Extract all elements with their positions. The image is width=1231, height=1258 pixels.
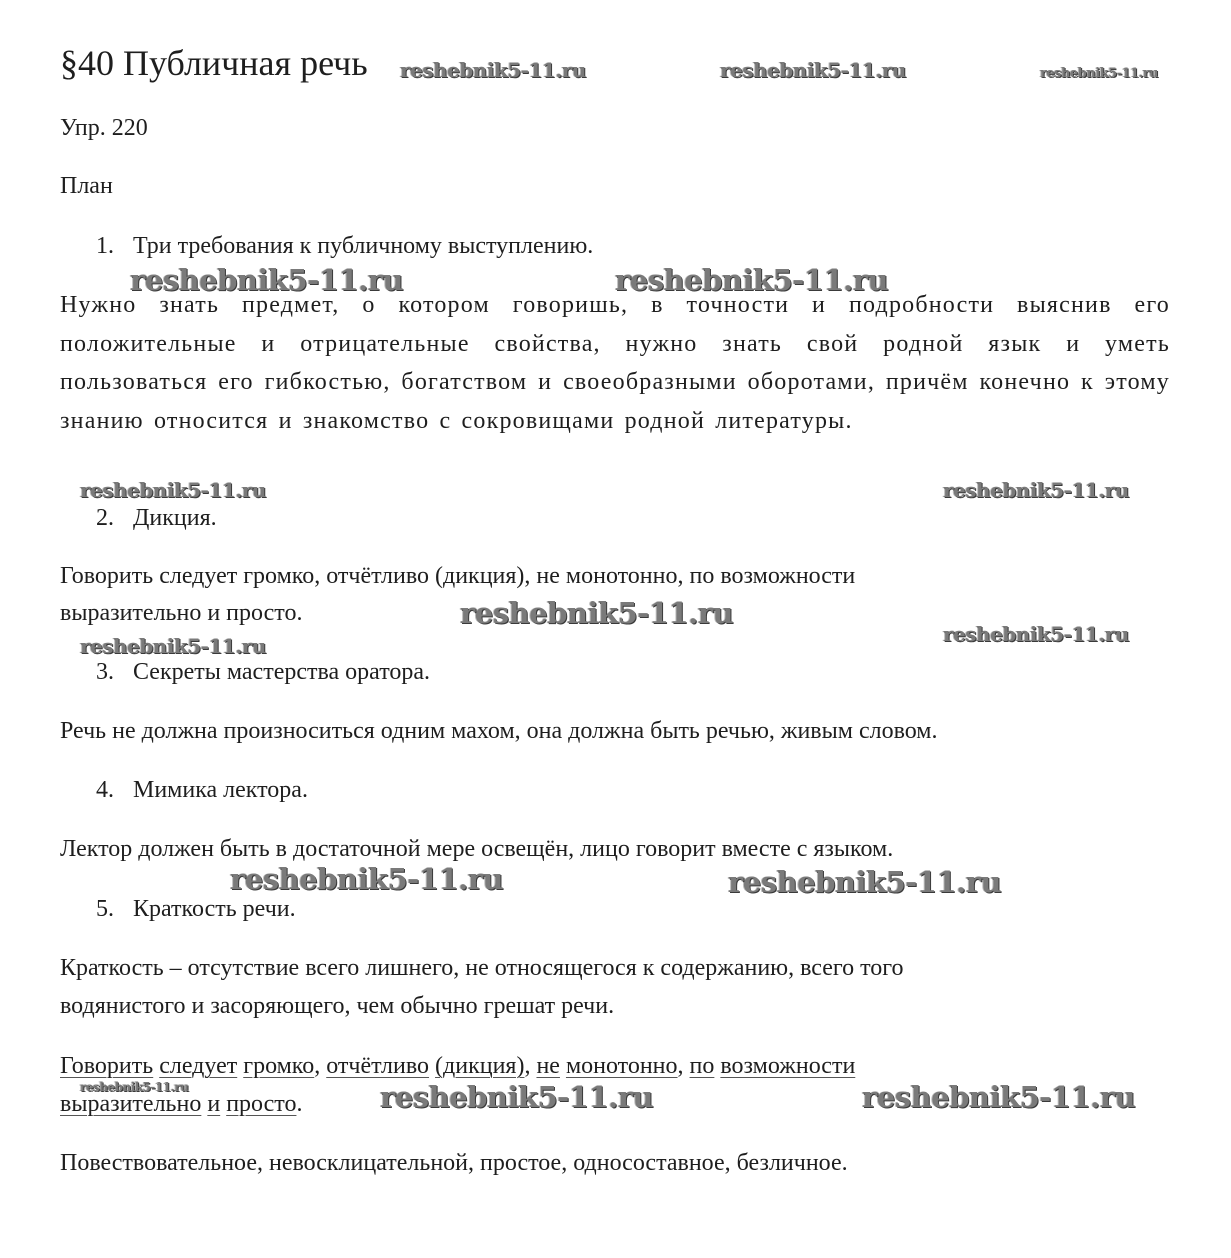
analysis-word: и xyxy=(207,1091,221,1117)
analysis-punct: , xyxy=(314,1053,321,1079)
analysis-word: не xyxy=(536,1053,560,1079)
plan-item-number: 2. xyxy=(96,505,114,531)
plan-label: План xyxy=(60,173,113,199)
paragraph-brevity-line-1: Краткость – отсутствие всего лишнего, не относящегося к содержанию, всего того xyxy=(60,955,904,981)
plan-item-text: Дикция. xyxy=(133,505,217,531)
analysis-word: Говорить xyxy=(60,1053,154,1079)
watermark: reshebnik5-11.ru xyxy=(728,865,1002,899)
analysis-punct: , xyxy=(677,1053,684,1079)
watermark: reshebnik5-11.ru xyxy=(80,1080,189,1094)
plan-item-number: 3. xyxy=(96,659,114,685)
plan-item-4 xyxy=(96,774,308,806)
plan-item-5 xyxy=(96,893,296,925)
plan-item-number: 4. xyxy=(96,777,114,803)
watermark: reshebnik5-11.ru xyxy=(720,58,906,82)
watermark: reshebnik5-11.ru xyxy=(230,862,504,896)
analysis-word: (дикция) xyxy=(435,1053,525,1079)
analysis-word: просто xyxy=(226,1091,297,1117)
plan-item-3 xyxy=(96,656,430,688)
page-title: §40 Публичная речь xyxy=(60,43,368,83)
analysis-word: выразительно xyxy=(60,1091,202,1117)
analysis-line-1 xyxy=(60,1050,855,1082)
watermark: reshebnik5-11.ru xyxy=(615,263,889,297)
watermark: reshebnik5-11.ru xyxy=(943,478,1129,502)
plan-item-number: 1. xyxy=(96,233,114,259)
analysis-word: возможности xyxy=(720,1053,856,1079)
analysis-punct: . xyxy=(296,1091,303,1117)
analysis-word: громко xyxy=(243,1053,315,1079)
paragraph-oratory: Речь не должна произноситься одним махом, она должна быть речью, живым словом. xyxy=(60,718,938,744)
plan-item-text: Краткость речи. xyxy=(133,896,296,922)
watermark: reshebnik5-11.ru xyxy=(943,622,1129,646)
paragraph-brevity-line-2: водянистого и засоряющего, чем обычно грешат речи. xyxy=(60,993,615,1019)
analysis-word: следует xyxy=(159,1053,238,1079)
watermark: reshebnik5-11.ru xyxy=(80,478,266,502)
plan-item-text: Мимика лектора. xyxy=(133,777,308,803)
analysis-punct: , xyxy=(524,1053,531,1079)
paragraph-mimicry: Лектор должен быть в достаточной мере освещён, лицо говорит вместе с языком. xyxy=(60,836,894,862)
analysis-word: монотонно xyxy=(565,1053,678,1079)
analysis-word: по xyxy=(689,1053,715,1079)
watermark: reshebnik5-11.ru xyxy=(130,263,404,297)
watermark: reshebnik5-11.ru xyxy=(400,58,586,82)
paragraph-diction-line-1: Говорить следует громко, отчётливо (дикция), не монотонно, по возможности xyxy=(60,563,856,589)
watermark: reshebnik5-11.ru xyxy=(380,1080,654,1114)
exercise-label: Упр. 220 xyxy=(60,115,148,141)
watermark: reshebnik5-11.ru xyxy=(80,634,266,658)
watermark: reshebnik5-11.ru xyxy=(862,1080,1136,1114)
plan-item-text: Секреты мастерства оратора. xyxy=(133,659,431,685)
sentence-characteristics: Повествовательное, невосклицательной, простое, односоставное, безличное. xyxy=(60,1150,848,1176)
plan-item-number: 5. xyxy=(96,896,114,922)
watermark: reshebnik5-11.ru xyxy=(1040,66,1159,81)
analysis-word: отчётливо xyxy=(326,1053,430,1079)
paragraph-diction-line-2: выразительно и просто. xyxy=(60,600,303,626)
plan-item-1 xyxy=(96,230,593,262)
plan-item-text: Три требования к публичному выступлению. xyxy=(133,233,594,259)
watermark: reshebnik5-11.ru xyxy=(460,596,734,630)
paragraph-requirements: Нужно знать предмет, о котором говоришь, в точности и подробности выяснив его положительные и отрицательные свойства, нужно знать свой родной язык и уметь пользоваться его гибкостью, богатством и своеобразными оборотами, причём конечно к этому знанию относится и знакомство с сокровищами родной литературы. xyxy=(60,292,1170,434)
plan-item-2 xyxy=(96,502,217,534)
